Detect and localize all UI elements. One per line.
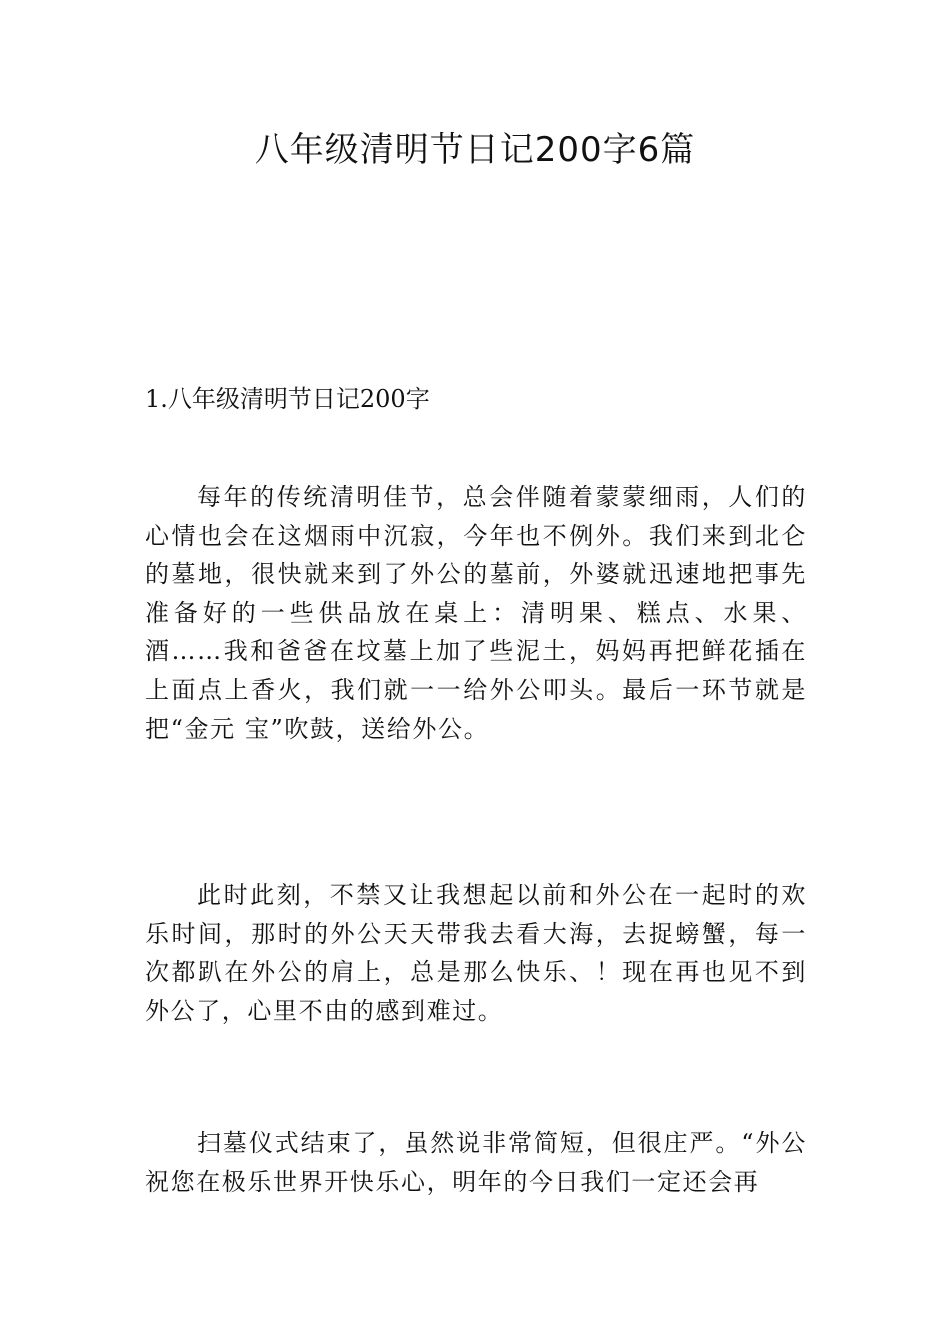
paragraph-3: 扫墓仪式结束了，虽然说非常简短，但很庄严。“外公祝您在极乐世界开快乐心，明年的今日我们一定还会再: [145, 1129, 807, 1196]
paragraph-1: 每年的传统清明佳节，总会伴随着蒙蒙细雨，人们的心情也会在这烟雨中沉寂，今年也不例外。我们来到北仑的墓地，很快就来到了外公的墓前，外婆就迅速地把事先准备好的一些供品放在桌上：清明果、糕点、水果、酒……我和爸爸在坟墓上加了些泥土，妈妈再把鲜花插在上面点上香火，我们就一一给外公叩头。最后一环节就是把“金元 宝”吹鼓，送给外公。: [145, 483, 807, 743]
section-heading: 1.八年级清明节日记200字: [145, 385, 430, 413]
document-title: 八年级清明节日记200字6篇: [254, 130, 696, 170]
paragraph-2: 此时此刻，不禁又让我想起以前和外公在一起时的欢乐时间，那时的外公天天带我去看大海，去捉螃蟹，每一次都趴在外公的肩上，总是那么快乐、！现在再也见不到外公了，心里不由的感到难过。: [145, 881, 807, 1025]
